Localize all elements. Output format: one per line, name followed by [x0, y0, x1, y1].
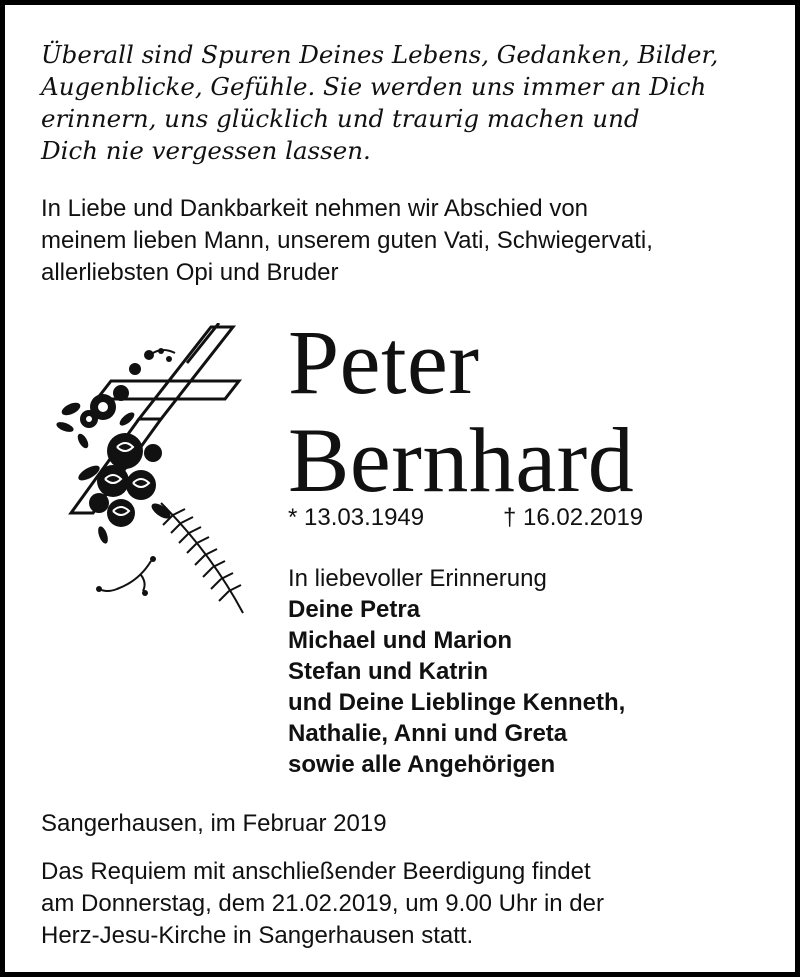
- last-name: Bernhard: [288, 409, 635, 511]
- mourners-lead: In liebevoller Erinnerung: [288, 565, 547, 592]
- quote-line: Dich nie vergessen lassen.: [41, 136, 371, 165]
- mourners-list: [288, 563, 625, 780]
- intro-line: In Liebe und Dankbarkeit nehmen wir Abschied von: [41, 195, 589, 222]
- mourner-name: und Deine Lieblinge Kenneth,: [288, 689, 626, 716]
- life-dates: [288, 502, 644, 534]
- birth-date: * 13.03.1949: [288, 504, 425, 531]
- quote-line: erinnern, uns glücklich und traurig machen und: [41, 104, 640, 133]
- mourner-name: Deine Petra: [288, 596, 421, 623]
- service-line: Das Requiem mit anschließender Beerdigung findet: [41, 858, 591, 885]
- memorial-quote: [41, 39, 781, 167]
- first-name: Peter: [288, 311, 480, 413]
- service-details: [41, 856, 781, 952]
- mourner-name: sowie alle Angehörigen: [288, 751, 556, 778]
- death-date: † 16.02.2019: [503, 504, 644, 531]
- cross-with-roses-icon: [41, 323, 257, 623]
- mourner-name: Michael und Marion: [288, 627, 513, 654]
- mourner-name: Nathalie, Anni und Greta: [288, 720, 568, 747]
- farewell-intro: [41, 193, 781, 289]
- service-line: Herz-Jesu-Kirche in Sangerhausen statt.: [41, 922, 474, 949]
- quote-line: Augenblicke, Gefühle. Sie werden uns immer an Dich: [41, 72, 707, 101]
- deceased-name: [288, 313, 634, 509]
- place-and-date: Sangerhausen, im Februar 2019: [41, 810, 387, 837]
- mourner-name: Stefan und Katrin: [288, 658, 489, 685]
- intro-line: allerliebsten Opi und Bruder: [41, 259, 339, 286]
- service-line: am Donnerstag, dem 21.02.2019, um 9.00 Uhr in der: [41, 890, 604, 917]
- quote-line: Überall sind Spuren Deines Lebens, Gedanken, Bilder,: [41, 40, 719, 69]
- intro-line: meinem lieben Mann, unserem guten Vati, Schwiegervati,: [41, 227, 653, 254]
